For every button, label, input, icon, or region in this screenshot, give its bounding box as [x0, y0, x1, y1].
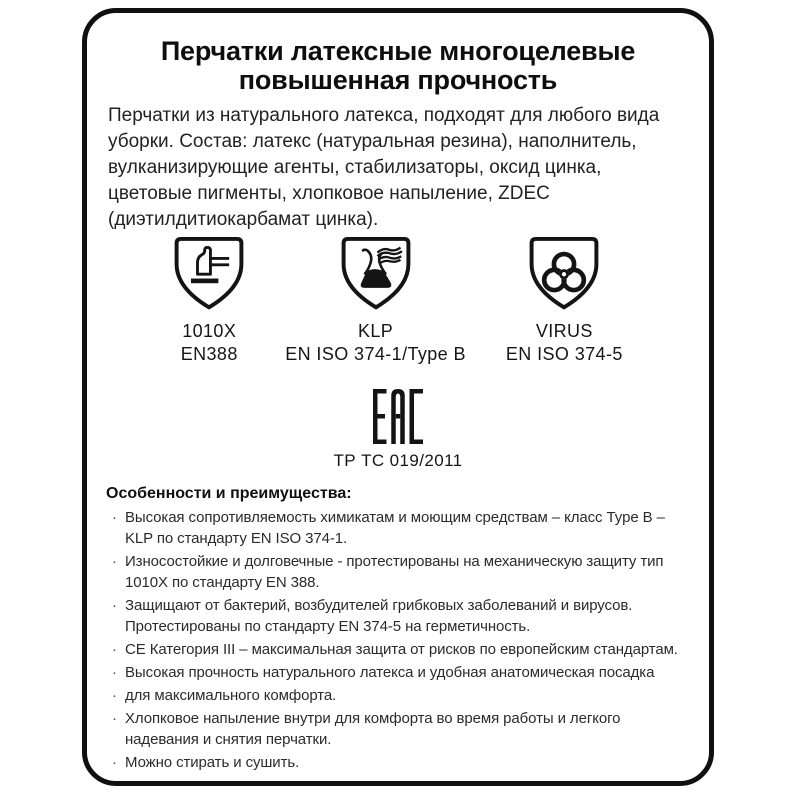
features-list [106, 507, 690, 773]
certification-code: KLP [357, 321, 394, 341]
bullet-marker: · [112, 754, 117, 771]
eac-mark-icon [373, 389, 423, 444]
title-line-1: Перчатки латексные многоцелевые [160, 36, 636, 66]
bullet-marker: · [112, 553, 117, 570]
feature-item [112, 662, 690, 683]
biohazard-shield-icon [528, 236, 600, 311]
feature-text: для максимального комфорта. [125, 687, 337, 704]
feature-item [112, 595, 690, 637]
feature-item [112, 708, 690, 750]
certification-abrasion [173, 236, 245, 364]
feature-text: Износостойкие и долговечные - протестированы на механическую защиту тип 1010X по стандарту EN 388. [125, 553, 664, 591]
features-heading: Особенности и преимущества: [106, 485, 352, 502]
feature-text: Защищают от бактерий, возбудителей грибковых заболеваний и вирусов. Протестированы по стандарту EN 374-5 на герметичность. [125, 597, 633, 635]
feature-text: Хлопковое напыление внутри для комфорта во время работы и легкого надевания и снятия перчатки. [125, 710, 621, 748]
bullet-marker: · [112, 710, 117, 727]
bullet-marker: · [112, 509, 117, 526]
certification-code: VIRUS [535, 321, 593, 341]
feature-text: CE Категория III – максимальная защита от рисков по европейским стандартам. [125, 641, 678, 658]
chemical-shield-icon [340, 236, 412, 311]
feature-text: Высокая прочность натурального латекса и удобная анатомическая посадка [125, 664, 655, 681]
product-description: Перчатки из натурального латекса, подходят для любого вида уборки. Состав: латекс (натуральная резина), наполнитель, вулканизирующие агенты, стабилизаторы, оксид цинка, цветовые пигменты, хлопковое напыление, ZDEC (диэтилдитиокарбамат цинка). [108, 105, 660, 230]
certification-standard: EN ISO 374-5 [505, 344, 623, 364]
certification-standard: EN388 [180, 344, 238, 364]
certification-chemical [285, 236, 466, 364]
certification-biohazard [506, 236, 623, 364]
abrasion-shield-icon [173, 236, 245, 311]
page-title [106, 37, 690, 95]
bullet-marker: · [112, 641, 117, 658]
title-line-2: повышенная прочность [238, 65, 558, 95]
feature-item [112, 639, 690, 660]
bullet-marker: · [112, 597, 117, 614]
certification-row [106, 236, 690, 364]
feature-text: Можно стирать и сушить. [125, 754, 300, 771]
feature-item [112, 752, 690, 773]
features-section [106, 484, 690, 773]
eac-block [106, 389, 690, 471]
product-info-card [82, 8, 714, 786]
certification-code: 1010X [182, 321, 237, 341]
eac-regulation: ТР ТС 019/2011 [333, 451, 463, 470]
feature-item [112, 551, 690, 593]
feature-text: Высокая сопротивляемость химикатам и моющим средствам – класс Type B – KLP по стандарту EN ISO 374-1. [125, 509, 665, 547]
certification-standard: EN ISO 374-1/Type B [285, 344, 466, 364]
feature-item [112, 685, 690, 706]
bullet-marker: · [112, 687, 117, 704]
bullet-marker: · [112, 664, 117, 681]
feature-item [112, 507, 690, 549]
